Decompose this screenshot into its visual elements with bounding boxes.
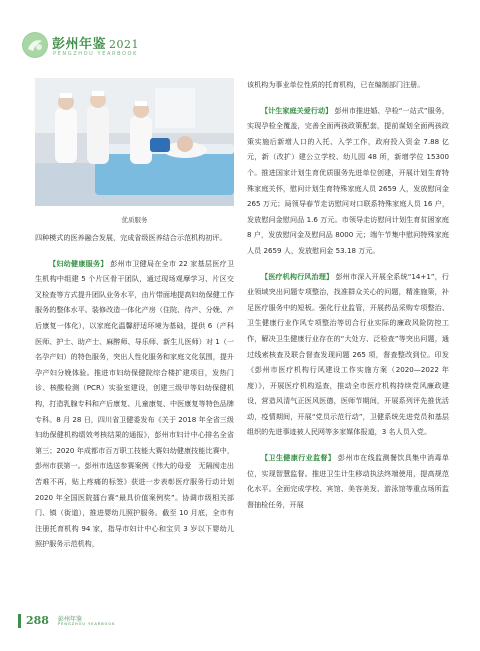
yearbook-logo-icon: [22, 32, 48, 58]
medical-conduct-paragraph: 【医疗机构行风治理】 彭州市深入开展全系统“14+1”，行业领域突出问题专项整治，找准群众关心的问题，精准施策，补足医疗服务中的短板。强化行业监管，开展药品采购专项整治、卫生健康行业作风专项整治等切合行业实际的廉政风险防控工作，解决卫生健康行业存在的“大处方、泛检查”等突出问题，通过线索核查及联合督查发现问题 265 项，督查整改到位。印发《彭州市医疗机构行风建设工作实施方案（2020—2022 年度）》，开展医疗机构巡查，推动全市医疗机构持续党风廉政建设，营造风清气正医风医德，医师节期间，开展系列评先推优活动，疫情期间，开展“党员示范行动”，卫健系统先进党员和基层组织的先进事迹被人民网等多家媒体报道，3 名人员入党。: [247, 271, 449, 437]
left-text-column: [35, 230, 234, 552]
yearbook-title: 彭州年鉴 2021: [52, 37, 140, 52]
health-supervision-paragraph: 【卫生健康行业监督】 彭州市在线监测餐饮具集中消毒单位，实现智慧监督。推进卫生计生移动执法终端使用，提高规范化水平。全面完成学校、宾馆、美容美发、游泳馆等重点场所监督抽检任务，开展: [247, 453, 449, 509]
continued-paragraph: 该机构为事业单位性质的托育机构，已在编制部门注册。: [247, 80, 425, 89]
yearbook-subtitle: PENGZHOU YEARBOOK: [53, 51, 138, 57]
right-text-column: [247, 77, 449, 512]
family-planning-paragraph: 【计生家庭关爱行动】 彭州市推进婚、孕检“一站式”服务，实现孕检全覆盖，完善全面两孩政策配套，提前谋划全面两孩政策实施后新增人口的入托、入学工作，政府投入资金 7.88 亿元，新（改扩）建公立学校、幼儿园 48 所，新增学位 15300 个。推进国家计划生育优质服务先进单位创建，开展计划生育特殊家庭关怀，慰问计划生育特殊家庭人员 2659 人，发放慰问金 265 万元；局领导春节走访慰问对口联系特殊家庭人员 16 户，发放慰问金慰问品 1.6 万元。市领导走访慰问计划生育贫困家庭 8 户，发放慰问金及慰问品 8000 元；端午节集中慰问特殊家庭人员 2659 人，发放慰问金 53.18 万元。: [247, 105, 449, 255]
maternal-child-health-paragraph: 【妇幼健康服务】 彭州市卫健局在全市 22 家基层医疗卫生机构中组建 5 个片区骨干团队，通过现场观摩学习、片区交叉检查等方式提升团队业务水平，由片带面地提高妇幼保健工作服务的整体水平。装修改造一体化产房（住院、待产、分娩、产后康复一体化），以家庭化温馨舒适环境为基础，提供 6（产科医师、护士、助产士、麻醉师、导乐师、新生儿医师）对 1（一名孕产妇）的特色服务，突出人性化服务和家庭文化氛围，提升孕产妇分娩体验。推进市妇幼保健院综合楼扩建项目，发热门诊、核酸检测（PCR）实验室建设，创建三级甲等妇幼保健机构，打造乳腺专科和产后康复、儿童康复、中医康复等特色品牌专科。8 月 28 日，四川省卫健委发布《关于 2018 年全省三级妇幼保健机构绩效考核结果的通报》，彭州市妇计中心排名全省第三；2020 年成都市百万职工技能大赛妇幼健康技能比赛中，彭州市获第一。彭州市选送参赛案例《伟大的母爱 无隔阂走出苦难不再，贴上疼痛的标签》获进一步表彰医疗服务行动计划 2020 年全国医院擂台赛“最具价值案例奖”。协调市级相关部门、镇（街道），推进婴幼儿照护服务。截至 10 月底，全市有注册托育机构 94 家，指导市妇计中心和宝贝 3 岁以下婴幼儿照护服务示范机构，: [35, 258, 234, 549]
section-heading: 【妇幼健康服务】: [49, 258, 108, 268]
page-number: 288: [26, 614, 49, 627]
photo-caption: 优质服务: [121, 216, 148, 224]
section-heading: 【医疗机构行风治理】: [261, 271, 334, 281]
nursing-service-photo: [35, 78, 234, 206]
section-heading: 【卫生健康行业监督】: [261, 453, 336, 463]
intro-paragraph: 四种模式的医养融合发展，完成省级医养结合示范机构初评。: [35, 233, 227, 242]
section-heading: 【计生家庭关爱行动】: [261, 105, 333, 115]
footer-book-name: 彭州年鉴: [58, 616, 83, 623]
footer-book-name-en: PENGZHOU YEARBOOK: [58, 622, 116, 626]
page-header: [0, 0, 480, 62]
footer-accent-bar: [18, 614, 21, 628]
